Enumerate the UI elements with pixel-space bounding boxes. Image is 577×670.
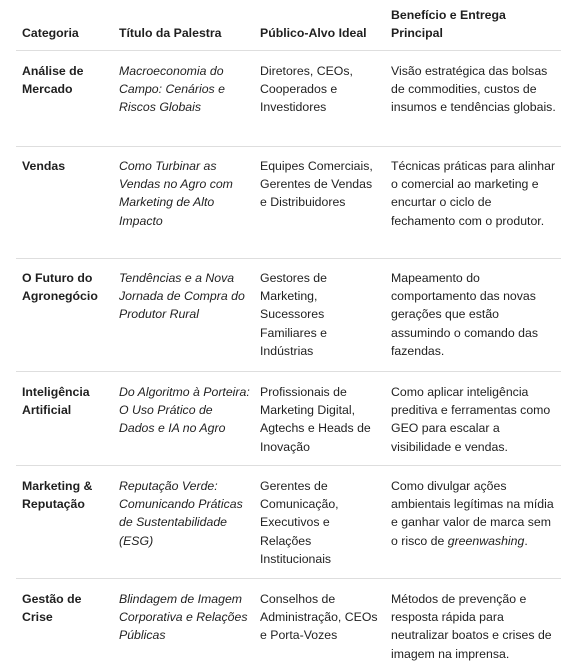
row-benefit: Mapeamento do comportamento das novas gerações que estão assumindo o comando das fazendas. bbox=[391, 271, 538, 358]
table-header-row bbox=[16, 0, 561, 51]
row-benefit: Como aplicar inteligência preditiva e ferramentas como GEO para escalar a visibilidade e vendas. bbox=[391, 385, 551, 454]
row-category: Marketing & Reputação bbox=[22, 479, 93, 512]
row-title: Como Turbinar as Vendas no Agro com Marketing de Alto Impacto bbox=[119, 159, 233, 228]
row-benefit: Métodos de prevenção e resposta rápida para neutralizar boatos e crises de imagem na imprensa. bbox=[391, 592, 552, 661]
row-category: Análise de Mercado bbox=[22, 64, 84, 97]
row-audience: Conselhos de Administração, CEOs e Porta-Vozes bbox=[260, 592, 378, 643]
table-row bbox=[16, 51, 561, 147]
benefit-emphasis: greenwashing bbox=[447, 533, 525, 548]
row-audience: Equipes Comerciais, Gerentes de Vendas e Distribuidores bbox=[260, 159, 373, 210]
row-category: Inteligência Artificial bbox=[22, 385, 90, 418]
table-row bbox=[16, 372, 561, 466]
table-row bbox=[16, 147, 561, 259]
row-title: Macroeconomia do Campo: Cenários e Riscos Globais bbox=[119, 64, 225, 115]
header-audience: Público-Alvo Ideal bbox=[260, 25, 367, 40]
benefit-end: . bbox=[524, 533, 528, 548]
header-title: Título da Palestra bbox=[119, 25, 222, 40]
benefit-text: Como divulgar ações ambientais legítimas na mídia e ganhar valor de marca sem o risco de bbox=[391, 479, 554, 548]
table-row bbox=[16, 579, 561, 670]
header-benefit: Benefício e Entrega Principal bbox=[391, 7, 506, 40]
row-benefit: Visão estratégica das bolsas de commodities, custos de insumos e tendências globais. bbox=[391, 64, 556, 115]
row-audience: Gerentes de Comunicação, Executivos e Relações Institucionais bbox=[260, 479, 339, 566]
row-benefit bbox=[385, 477, 561, 578]
row-category: Vendas bbox=[22, 159, 66, 173]
row-category: Gestão de Crise bbox=[22, 592, 82, 625]
row-audience: Diretores, CEOs, Cooperados e Investidores bbox=[260, 64, 353, 115]
row-title: Blindagem de Imagem Corporativa e Relações Públicas bbox=[119, 592, 248, 643]
table-row bbox=[16, 259, 561, 372]
row-title: Reputação Verde: Comunicando Práticas de Sustentabilidade (ESG) bbox=[119, 479, 243, 548]
header-category: Categoria bbox=[22, 25, 79, 40]
row-title: Tendências e a Nova Jornada de Compra do Produtor Rural bbox=[119, 271, 245, 322]
row-category: O Futuro do Agronegócio bbox=[22, 271, 98, 304]
row-audience: Profissionais de Marketing Digital, Agtechs e Heads de Inovação bbox=[260, 385, 371, 454]
row-benefit: Técnicas práticas para alinhar o comercial ao marketing e encurtar o ciclo de fechamento com o produtor. bbox=[391, 159, 556, 228]
table-row bbox=[16, 466, 561, 579]
talks-table bbox=[16, 0, 561, 670]
row-title: Do Algoritmo à Porteira: O Uso Prático de Dados e IA no Agro bbox=[119, 385, 250, 436]
row-audience: Gestores de Marketing, Sucessores Familiares e Indústrias bbox=[260, 271, 327, 358]
